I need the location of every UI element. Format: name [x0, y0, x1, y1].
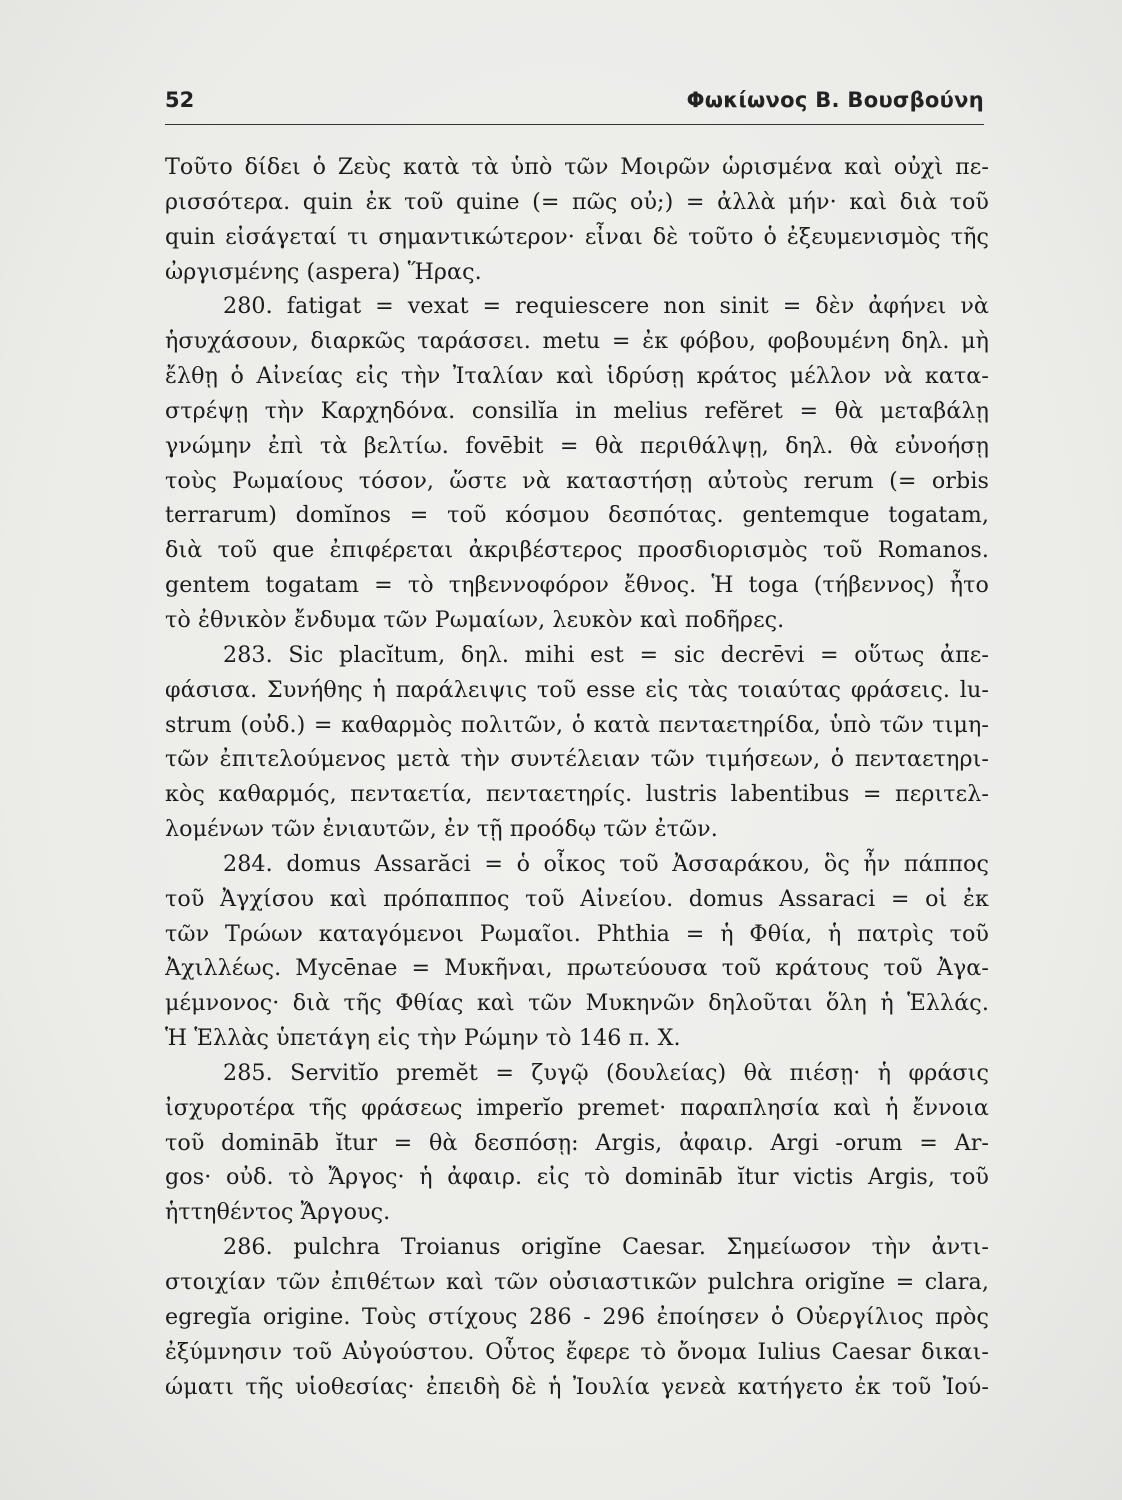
running-head: Φωκίωνος Β. Βουσβούνη: [686, 88, 984, 112]
header-rule: [165, 124, 984, 125]
text-line: Τοῦτο δίδει ὁ Ζεὺς κατὰ τὰ ὑπὸ τῶν Μοιρῶν ὡρισμένα καὶ οὐχὶ πε-: [165, 154, 989, 180]
text-line: 280. fatigat = vexat = requiescere non sinit = δὲν ἀφήνει νὰ: [223, 293, 989, 320]
text-line: λομένων τῶν ἐνιαυτῶν, ἐν τῇ προόδῳ τῶν ἐτῶν.: [165, 816, 718, 843]
text-line: στρέψῃ τὴν Καρχηδόνα. consilĭa in melius refĕret = θὰ μεταβάλῃ: [165, 397, 989, 424]
text-line: τοῦ Ἀγχίσου καὶ πρόπαππος τοῦ Αἰνείου. domus Assaraci = οἱ ἐκ: [165, 885, 989, 912]
text-line: ἔλθῃ ὁ Αἰνείας εἰς τὴν Ἰταλίαν καὶ ἱδρύσῃ κράτος μέλλον νὰ κατα-: [165, 363, 989, 390]
text-line: 285. Servitĭo premĕt = ζυγῷ (δουλείας) θὰ πιέσῃ· ἡ φράσις: [223, 1059, 989, 1086]
text-line: 284. domus Assarăci = ὁ οἶκος τοῦ Ἀσσαράκου, ὃς ἦν πάππος: [223, 850, 989, 877]
text-line: 283. Sic placĭtum, δηλ. mihi est = sic decrēvi = οὕτως ἀπε-: [223, 641, 989, 668]
text-line: terrarum) domĭnos = τοῦ κόσμου δεσπότας. gentemque togatam,: [165, 502, 989, 529]
page-number: 52: [165, 88, 195, 112]
text-line: τῶν ἐπιτελούμενος μετὰ τὴν συντέλειαν τῶν τιμήσεων, ὁ πενταετηρι-: [165, 746, 989, 773]
text-line: ἐξύμνησιν τοῦ Αὐγούστου. Οὗτος ἔφερε τὸ ὄνομα Iulius Caesar δικαι-: [165, 1338, 989, 1365]
text-line: διὰ τοῦ que ἐπιφέρεται ἀκριβέστερος προσδιορισμὸς τοῦ Romanos.: [165, 537, 989, 564]
text-line: φάσισα. Συνήθης ἡ παράλειψις τοῦ esse εἰς τὰς τοιαύτας φράσεις. lu-: [165, 676, 989, 703]
page-header: [165, 86, 984, 122]
text-line: ώματι τῆς υἱοθεσίας· ἐπειδὴ δὲ ἡ Ἰουλία γενεὰ κατήγετο ἐκ τοῦ Ἰού-: [165, 1373, 989, 1400]
text-line: κὸς καθαρμός, πενταετία, πενταετηρίς. lustris labentibus = περιτελ-: [165, 781, 989, 808]
text-line: ρισσότερα. quin ἐκ τοῦ quine (= πῶς οὐ;) = ἀλλὰ μήν· καὶ διὰ τοῦ: [165, 188, 989, 215]
text-line: ἰσχυροτέρα τῆς φράσεως imperĭo premet· παραπλησία καὶ ἡ ἔννοια: [165, 1094, 989, 1121]
text-line: Ἡ Ἑλλὰς ὑπετάγη εἰς τὴν Ρώμην τὸ 146 π. Χ.: [165, 1025, 681, 1052]
text-line: 286. pulchra Troianus origĭne Caesar. Σημείωσον τὴν ἀντι-: [223, 1234, 989, 1261]
text-line: τῶν Τρώων καταγόμενοι Ρωμαῖοι. Phthia = ἡ Φθία, ἡ πατρὶς τοῦ: [165, 920, 989, 947]
body-text: [165, 150, 989, 1404]
text-line: τοὺς Ρωμαίους τόσον, ὥστε νὰ καταστήσῃ αὐτοὺς rerum (= orbis: [165, 467, 989, 494]
text-line: gentem togatam = τὸ τηβεννοφόρον ἔθνος. Ἡ toga (τήβεννος) ἦτο: [165, 572, 989, 599]
text-line: στοιχίαν τῶν ἐπιθέτων καὶ τῶν οὐσιαστικῶν pulchra origĭne = clara,: [165, 1269, 989, 1295]
text-line: ἡσυχάσουν, διαρκῶς ταράσσει. metu = ἐκ φόβου, φοβουμένη δηλ. μὴ: [165, 328, 989, 355]
text-line: μέμνονος· διὰ τῆς Φθίας καὶ τῶν Μυκηνῶν δηλοῦται ὅλη ἡ Ἑλλάς.: [165, 990, 989, 1017]
text-line: Ἀχιλλέως. Mycēnae = Μυκῆναι, πρωτεύουσα τοῦ κράτους τοῦ Ἀγα-: [165, 955, 989, 982]
text-line: gos· οὐδ. τὸ Ἄργος· ἡ ἀφαιρ. εἰς τὸ domināb ĭtur victis Argis, τοῦ: [165, 1164, 989, 1191]
text-line: ὠργισμένης (aspera) Ἥρας.: [165, 258, 482, 285]
text-line: ἡττηθέντος Ἄργους.: [165, 1199, 391, 1226]
text-line: egregĭa origine. Τοὺς στίχους 286 - 296 ἐποίησεν ὁ Οὐεργίλιος πρὸς: [165, 1303, 989, 1330]
text-line: τοῦ domināb ĭtur = θὰ δεσπόσῃ: Argis, ἀφαιρ. Argi -orum = Ar-: [165, 1129, 989, 1156]
text-line: strum (οὐδ.) = καθαρμὸς πολιτῶν, ὁ κατὰ πενταετηρίδα, ὑπὸ τῶν τιμη-: [165, 711, 989, 738]
text-line: quin εἰσάγεταί τι σημαντικώτερον· εἶναι δὲ τοῦτο ὁ ἐξευμενισμὸς τῆς: [165, 223, 989, 250]
text-line: τὸ ἐθνικὸν ἔνδυμα τῶν Ρωμαίων, λευκὸν καὶ ποδῆρες.: [165, 606, 785, 633]
text-line: γνώμην ἐπὶ τὰ βελτίω. fovēbit = θὰ περιθάλψῃ, δηλ. θὰ εὐνοήσῃ: [165, 432, 989, 459]
